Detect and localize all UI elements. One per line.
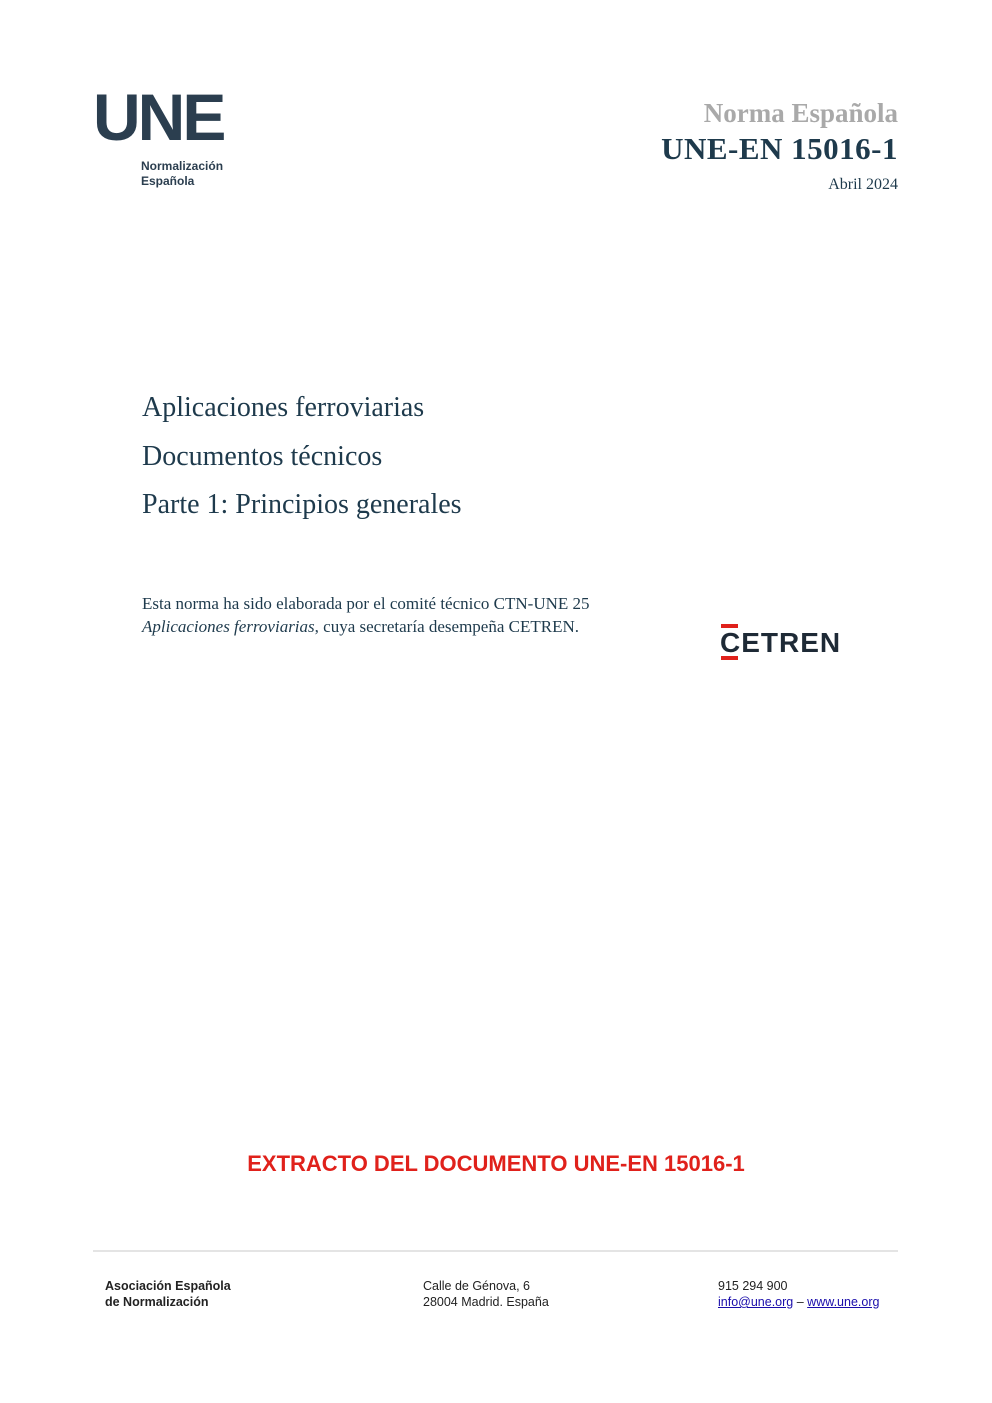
footer-contact: [718, 1278, 879, 1310]
title-line-3: Parte 1: Principios generales: [142, 489, 462, 520]
website-link[interactable]: www.une.org: [807, 1295, 880, 1309]
logo-subtitle-line2: Española: [141, 174, 195, 188]
standard-code: UNE-EN 15016-1: [661, 131, 898, 166]
cetren-logo: [720, 624, 865, 664]
committee-statement: [142, 592, 622, 638]
svg-text:CETREN: CETREN: [720, 627, 842, 658]
une-logo-subtitle: [141, 159, 233, 189]
title-line-2: Documentos técnicos: [142, 440, 383, 472]
norma-label: Norma Española: [703, 98, 898, 128]
footer-links: [718, 1294, 879, 1310]
committee-name: Aplicaciones ferroviarias: [142, 617, 315, 636]
committee-prefix: Esta norma ha sido elaborada por el comité técnico CTN-UNE 25: [142, 594, 590, 613]
extract-notice: EXTRACTO DEL DOCUMENTO UNE-EN 15016-1: [247, 1151, 745, 1176]
publication-date: Abril 2024: [828, 176, 898, 193]
footer-organization: [105, 1278, 231, 1310]
footer-address: [423, 1278, 549, 1310]
email-link[interactable]: info@une.org: [718, 1295, 794, 1309]
footer-org-line2: de Normalización: [105, 1295, 209, 1309]
footer-divider: [93, 1250, 898, 1252]
svg-text:UNE: UNE: [93, 88, 224, 144]
committee-suffix: , cuya secretaría desempeña CETREN.: [314, 617, 579, 636]
footer-address-line1: Calle de Génova, 6: [423, 1279, 531, 1293]
une-logo: [93, 88, 233, 189]
footer-phone: 915 294 900: [718, 1279, 788, 1293]
footer-address-line2: 28004 Madrid. España: [423, 1295, 549, 1309]
une-wordmark: [93, 88, 227, 144]
link-separator: –: [796, 1295, 804, 1309]
standard-header: [661, 96, 898, 194]
title-line-1: Aplicaciones ferroviarias: [142, 392, 425, 423]
cetren-wordmark: [720, 624, 865, 660]
document-titles: [142, 384, 462, 530]
logo-subtitle-line1: Normalización: [141, 159, 224, 173]
footer-org-line1: Asociación Española: [105, 1279, 231, 1293]
